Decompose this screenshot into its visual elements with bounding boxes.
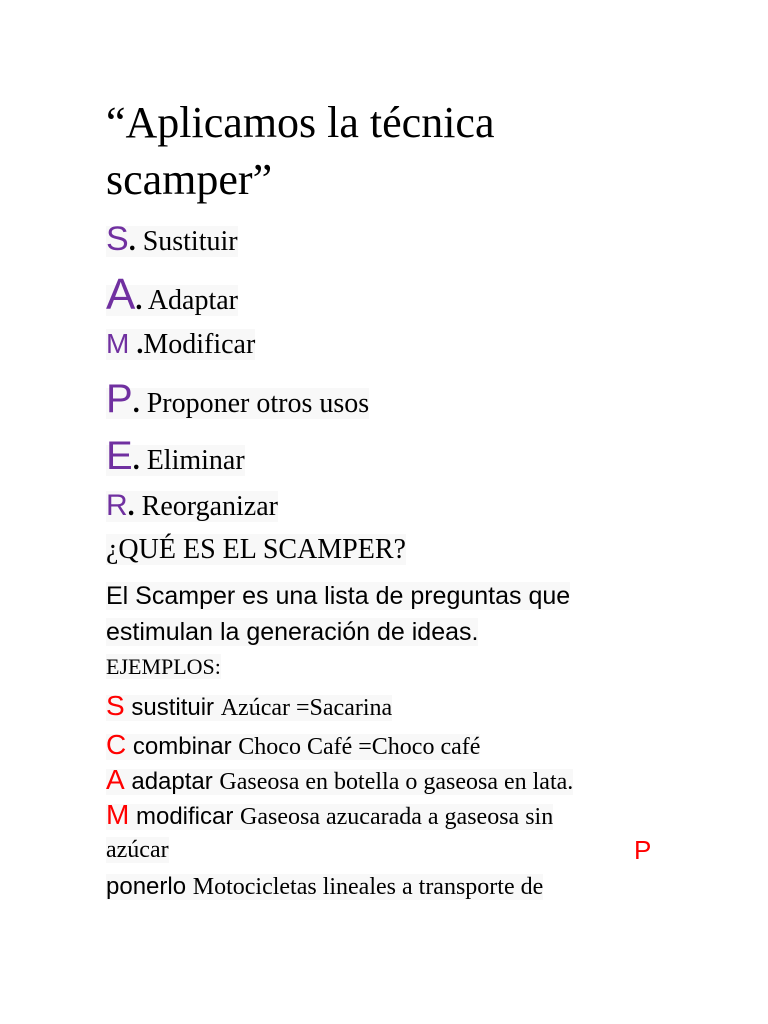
scamper-letter: P xyxy=(106,377,133,421)
example-letter: M xyxy=(106,799,130,830)
example-letter: C xyxy=(106,729,127,760)
scamper-text: Adaptar xyxy=(142,285,238,316)
example-verb: ponerlo xyxy=(106,873,193,900)
scamper-item-e xyxy=(106,432,245,485)
example-verb: combinar xyxy=(126,733,239,760)
examples-heading xyxy=(106,652,221,682)
example-item-m xyxy=(106,797,553,835)
scamper-item-r xyxy=(106,486,278,527)
scamper-text: Eliminar xyxy=(139,445,245,476)
scamper-letter: A xyxy=(106,270,136,319)
example-text: Azúcar =Sacarina xyxy=(220,695,393,721)
scamper-item-m xyxy=(106,324,255,365)
scamper-text: Modificar xyxy=(143,329,256,360)
definition-text: El Scamper es una lista de preguntas que estimulan la generación de ideas. xyxy=(106,582,571,646)
scamper-separator: . xyxy=(128,226,136,257)
examples-heading-text: EJEMPLOS: xyxy=(106,654,221,679)
example-text: Choco Café =Choco café xyxy=(238,734,481,760)
example-text: Gaseosa en botella o gaseosa en lata. xyxy=(219,769,574,795)
scamper-letter: M xyxy=(106,328,130,359)
definition-paragraph xyxy=(106,578,666,650)
document-title: “Aplicamos la técnica scamper” xyxy=(106,98,495,204)
example-item-c xyxy=(106,727,480,765)
scamper-separator: . xyxy=(129,329,144,360)
example-letter: A xyxy=(106,764,125,795)
question-text: ¿QUÉ ES EL SCAMPER? xyxy=(106,534,406,565)
scamper-text: Sustituir xyxy=(135,226,238,257)
scamper-text: Reorganizar xyxy=(134,491,278,522)
scamper-separator: . xyxy=(135,285,143,316)
example-text: Motocicletas lineales a transporte de xyxy=(192,874,544,900)
example-verb: sustituir xyxy=(124,694,221,721)
scamper-separator: . xyxy=(132,445,140,476)
example-continuation-text: azúcar xyxy=(106,837,169,863)
scamper-letter: S xyxy=(106,220,129,258)
example-item-p xyxy=(106,869,543,905)
scamper-letter: R xyxy=(106,489,128,522)
example-letter-p: P xyxy=(634,835,652,865)
scamper-letter: E xyxy=(106,434,133,478)
scamper-item-a xyxy=(106,270,238,326)
scamper-text: Proponer otros usos xyxy=(139,388,370,419)
scamper-separator: . xyxy=(132,388,140,419)
example-verb: modificar xyxy=(129,803,241,830)
example-item-m-continuation xyxy=(106,832,169,868)
example-letter: S xyxy=(106,690,125,721)
scamper-item-p xyxy=(106,375,369,428)
scamper-separator: . xyxy=(127,491,135,522)
example-item-a xyxy=(106,762,573,800)
example-text: Gaseosa azucarada a gaseosa sin xyxy=(240,804,554,830)
example-item-s xyxy=(106,688,392,726)
scamper-item-s xyxy=(106,218,238,263)
example-verb: adaptar xyxy=(124,768,220,795)
section-heading xyxy=(106,530,406,570)
